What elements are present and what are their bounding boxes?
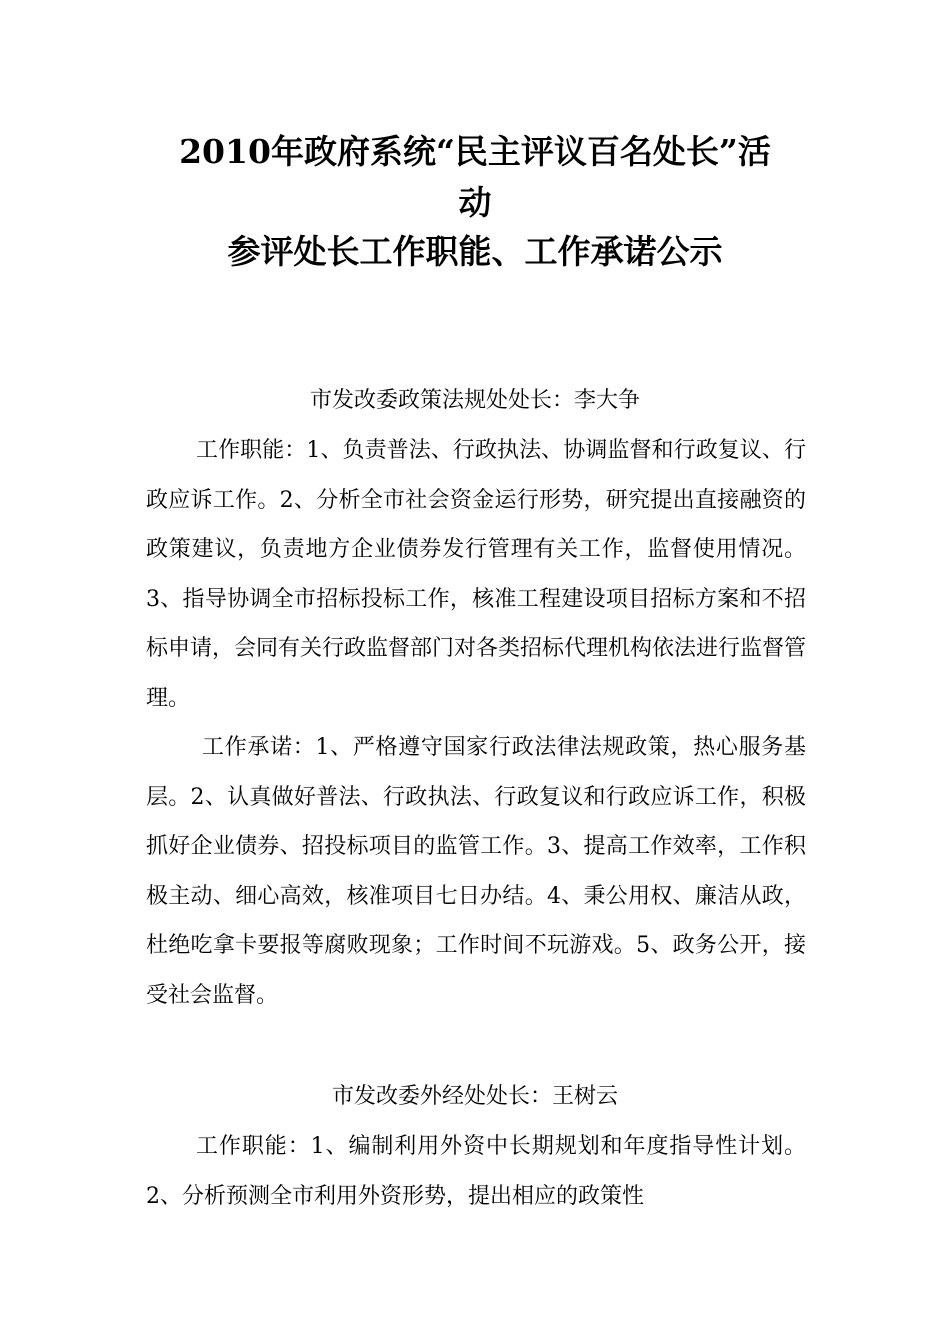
pledge-paragraph-1 <box>146 723 806 1020</box>
document-title-line-1: 2010年政府系统“民主评议百名处长”活 <box>179 132 771 171</box>
pledge-text: 1、严格遵守国家行政法律法规政策，热心服务基层。2、认真做好普法、行政执法、行政复议和行政应诉工作，积极抓好企业债券、招投标项目的监管工作。3、提高工作效率，工作积极主动、细心高效，核准项目七日办结。4、秉公用权、廉洁从政，杜绝吃拿卡要报等腐败现象；工作时间不玩游戏。5、政务公开，接受社会监督。 <box>146 735 806 1008</box>
duties-text: 1、负责普法、行政执法、协调监督和行政复议、行政应诉工作。2、分析全市社会资金运行形势，研究提出直接融资的政策建议，负责地方企业债券发行管理有关工作，监督使用情况。3、指导协调全市招标投标工作，核准工程建设项目招标方案和不招标申请，会同有关行政监督部门对各类招标代理机构依法进行监督管理。 <box>146 438 807 711</box>
section-heading-policy-regulation: 市发改委政策法规处处长：李大争 <box>309 388 640 413</box>
document-title-line-3: 参评处长工作职能、工作承诺公示 <box>227 232 723 271</box>
document-title-line-2: 动 <box>458 183 492 222</box>
pledge-label: 工作承诺： <box>202 735 316 760</box>
duties-label: 工作职能： <box>196 1134 311 1159</box>
duties-text: 1、编制利用外资中长期规划和年度指导性计划。2、分析预测全市利用外资形势，提出相应的政策性 <box>146 1134 806 1209</box>
section-heading-foreign-economic: 市发改委外经处处长：王树云 <box>331 1084 618 1109</box>
duties-label: 工作职能： <box>196 438 307 463</box>
duties-paragraph-1 <box>146 426 806 723</box>
duties-paragraph-2 <box>146 1122 806 1221</box>
